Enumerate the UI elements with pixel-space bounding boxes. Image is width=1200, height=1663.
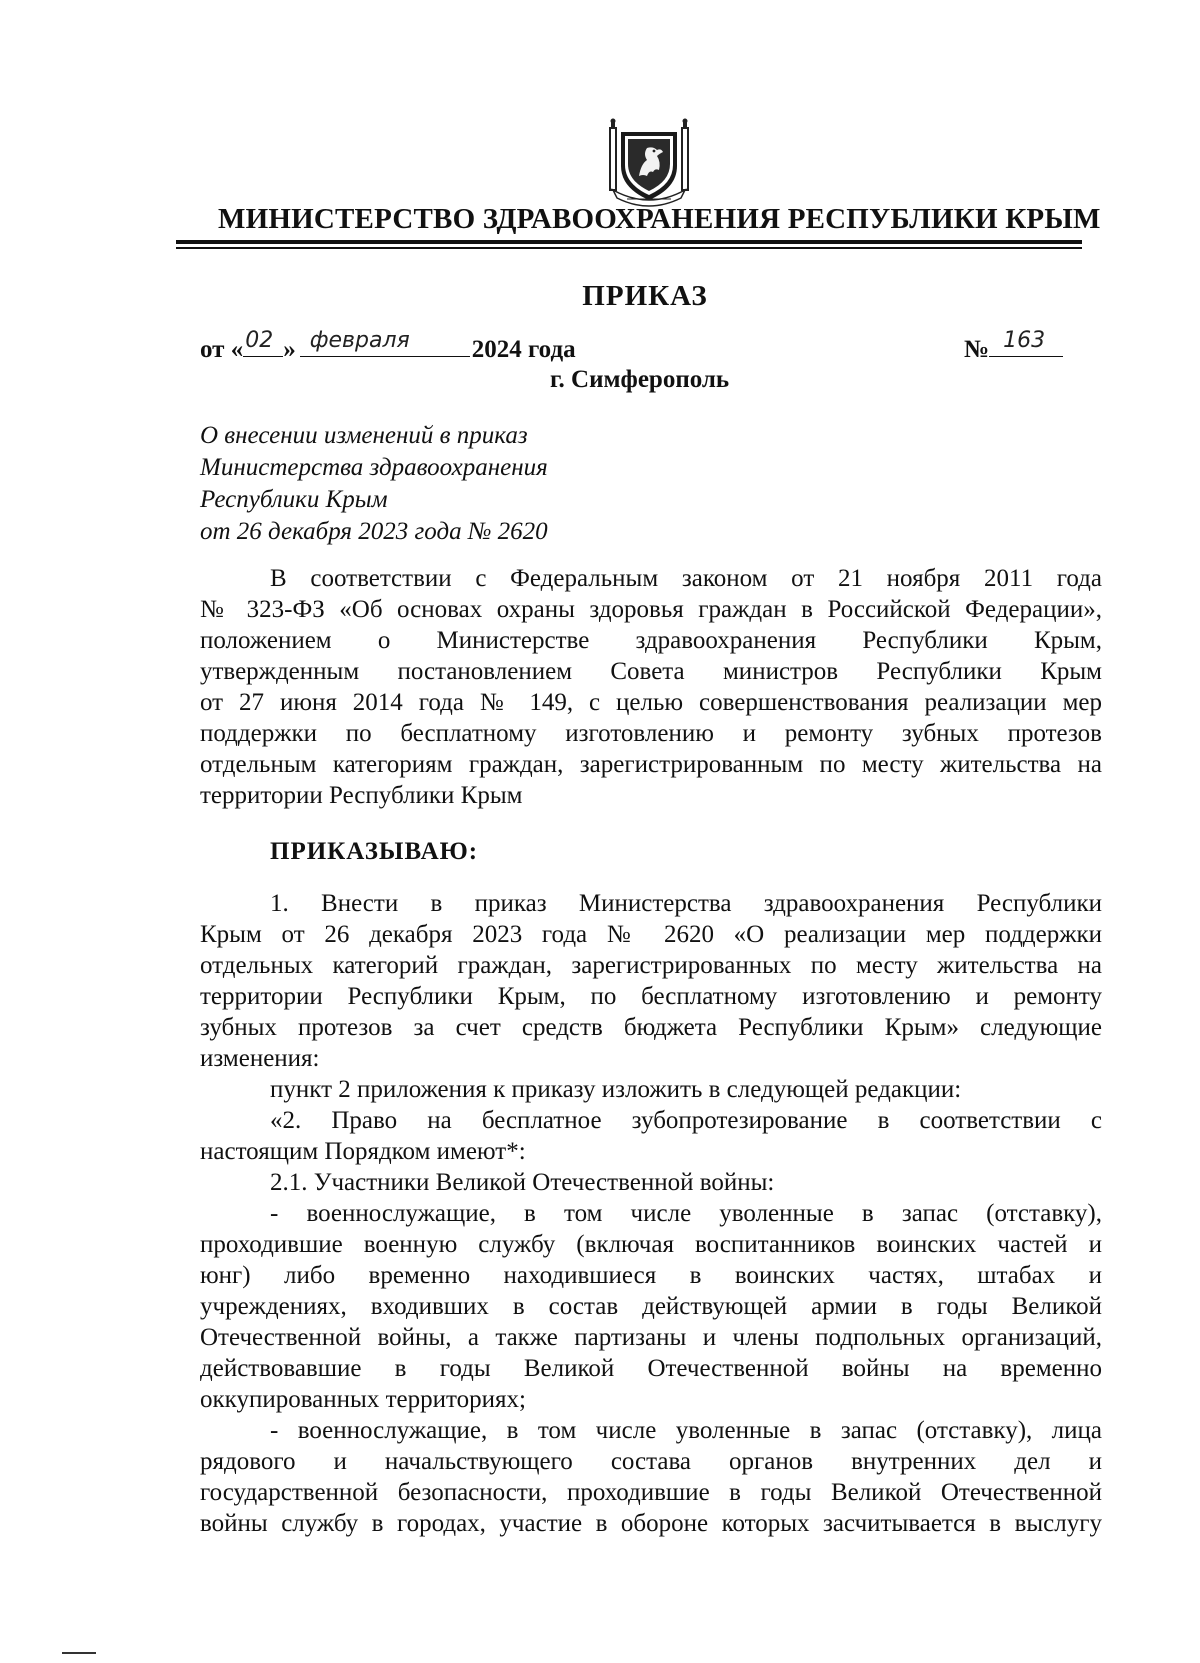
number-handwritten: 163: [1003, 328, 1046, 353]
order-city: г. Симферополь: [550, 366, 730, 393]
preamble-line: территории Республики Крым: [200, 782, 523, 809]
body-line: отдельных категорий граждан, зарегистрированных по месту жительства на: [200, 952, 1102, 979]
body-line: территории Республики Крым, по бесплатному изготовлению и ремонту: [200, 983, 1102, 1010]
preamble-line: положением о Министерстве здравоохранения Республики Крым,: [200, 627, 1102, 654]
body-line: зубных протезов за счет средств бюджета Республики Крым» следующие: [200, 1014, 1102, 1041]
body-line: войны службу в городах, участие в обороне которых засчитывается в выслугу: [200, 1510, 1102, 1537]
preamble-line: утвержденным постановлением Совета министров Республики Крым: [200, 658, 1102, 685]
body-line: - военнослужащие, в том числе уволенные в запас (отставку),: [270, 1200, 1102, 1227]
body-line: оккупированных территориях;: [200, 1386, 526, 1413]
body-line: пункт 2 приложения к приказу изложить в следующей редакции:: [270, 1076, 962, 1103]
header-divider-thin: [176, 247, 1082, 249]
body-line: настоящим Порядком имеют*:: [200, 1138, 526, 1165]
subject-line: О внесении изменений в приказ: [200, 422, 528, 449]
body-line: рядового и начальствующего состава органов внутренних дел и: [200, 1448, 1102, 1475]
body-line: проходившие военную службу (включая воспитанников воинских частей и: [200, 1231, 1102, 1258]
body-line: Отечественной войны, а также партизаны и члены подпольных организаций,: [200, 1324, 1102, 1351]
number-label: №: [964, 336, 990, 363]
date-day-handwritten: 02: [245, 328, 274, 353]
preamble-paragraph: [200, 563, 1102, 811]
order-body: [200, 888, 1102, 1539]
date-month-field: [300, 328, 470, 357]
body-line: действовавшие в годы Великой Отечественной войны на временно: [200, 1355, 1102, 1382]
order-subject: [200, 420, 548, 548]
date-year: 2024 года: [471, 336, 576, 363]
subject-line: Республики Крым: [200, 486, 388, 513]
body-line: государственной безопасности, проходившие в годы Великой Отечественной: [200, 1479, 1102, 1506]
body-line: учреждениях, входивших в состав действующей армии в годы Великой: [200, 1293, 1102, 1320]
number-field: [989, 328, 1063, 357]
date-day-field: [243, 328, 283, 357]
preamble-line: В соответствии с Федеральным законом от 21 ноября 2011 года: [270, 565, 1102, 592]
order-title: ПРИКАЗ: [582, 280, 708, 312]
order-number: [964, 328, 1063, 364]
preamble-line: от 27 июня 2014 года № 149, с целью совершенствования реализации мер: [200, 689, 1102, 716]
body-line: юнг) либо временно находившиеся в воинских частях, штабах и: [200, 1262, 1102, 1289]
ministry-title: МИНИСТЕРСТВО ЗДРАВООХРАНЕНИЯ РЕСПУБЛИКИ КРЫМ: [218, 203, 1101, 235]
crimea-coat-of-arms-icon: [603, 118, 695, 208]
order-date: [200, 328, 576, 364]
body-line: «2. Право на бесплатное зубопротезирование в соответствии с: [270, 1107, 1102, 1134]
date-mid: »: [283, 336, 296, 363]
preamble-line: поддержки по бесплатному изготовлению и ремонту зубных протезов: [200, 720, 1102, 747]
body-line: изменения:: [200, 1045, 320, 1072]
body-line: 2.1. Участники Великой Отечественной войны:: [270, 1169, 775, 1196]
preamble-line: № 323-ФЗ «Об основах охраны здоровья граждан в Российской Федерации»,: [200, 596, 1102, 623]
preamble-line: отдельным категориям граждан, зарегистрированным по месту жительства на: [200, 751, 1102, 778]
date-prefix: от «: [200, 336, 244, 363]
body-line: Крым от 26 декабря 2023 года № 2620 «О реализации мер поддержки: [200, 921, 1102, 948]
subject-line: Министерства здравоохранения: [200, 454, 548, 481]
body-line: - военнослужащие, в том числе уволенные в запас (отставку), лица: [270, 1417, 1102, 1444]
order-command: ПРИКАЗЫВАЮ:: [270, 838, 479, 865]
header-divider-thick: [176, 240, 1082, 244]
subject-line: от 26 декабря 2023 года № 2620: [200, 518, 548, 545]
date-month-handwritten: февраля: [309, 328, 410, 353]
scan-edge-mark: [62, 1652, 96, 1654]
body-line: 1. Внести в приказ Министерства здравоохранения Республики: [270, 890, 1102, 917]
